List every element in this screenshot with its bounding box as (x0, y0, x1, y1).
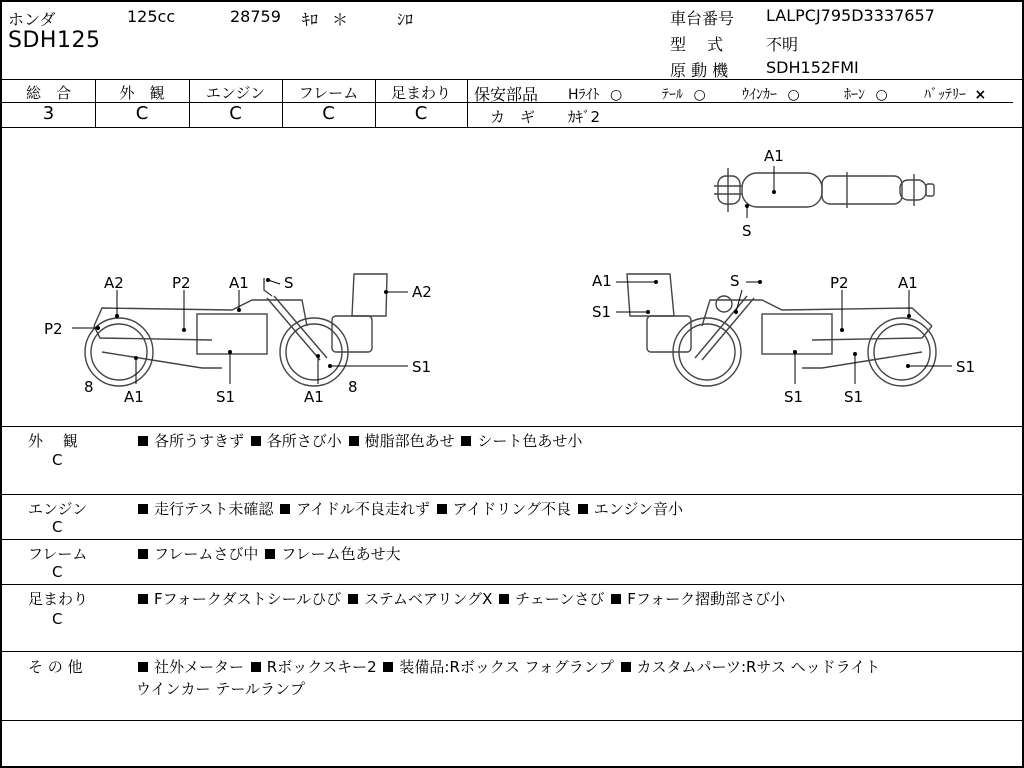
safety-taillight (662, 84, 706, 104)
comment-category: エンジン (28, 500, 88, 518)
mark-l-a1-bottom-2: A1 (304, 388, 324, 406)
engine-label: エンジン (205, 84, 266, 102)
safety-headlight (568, 84, 622, 104)
divider (2, 79, 1022, 80)
mark-l-8-left: 8 (84, 378, 94, 396)
mark-l-a2-box: A2 (412, 283, 432, 301)
comment-grade: C (52, 563, 63, 581)
safety-item-name: Hﾗｲﾄ (568, 87, 600, 103)
comment-items-line2: ウインカー テールランプ (136, 680, 306, 698)
frame-no-label: 車台番号 (670, 9, 735, 28)
type-label: 型 式 (670, 35, 724, 54)
mark-l-s1: S1 (216, 388, 236, 406)
model-name: SDH125 (8, 28, 101, 53)
safety-item-name: ﾎｰﾝ (844, 87, 865, 103)
mileage-unit: ｷﾛ (302, 10, 319, 29)
comment-row-frame (2, 540, 1022, 584)
mark-r-a1: A1 (898, 274, 918, 292)
safety-item-name: ｳｲﾝｶｰ (742, 87, 777, 103)
mark-l-8-right: 8 (348, 378, 358, 396)
suspension-label: 足まわり (390, 84, 451, 102)
comment-category: 外 観 (28, 432, 78, 450)
frame-grade: C (322, 103, 335, 124)
mark-top-s: S (742, 222, 752, 240)
comment-row-other (2, 652, 1022, 720)
comment-items: フレームさび中 フレーム色あせ大 (136, 543, 401, 564)
mark-r-s1-bottom-2: S1 (844, 388, 864, 406)
displacement: 125cc (127, 7, 176, 26)
engine-grade: C (229, 103, 242, 124)
mark-r-s1-box: S1 (592, 303, 612, 321)
comment-category: そ の 他 (28, 658, 83, 676)
comment-row-exterior (2, 427, 1022, 494)
frame-no: LALPCJ795D3337657 (766, 6, 935, 25)
comment-items: Fフォークダストシールひび ステムベアリングX チェーンさび Fフォーク摺動部さび小 (136, 588, 785, 609)
mark-l-a2: A2 (104, 274, 124, 292)
safety-winker (742, 84, 800, 104)
comment-items: 各所うすきず 各所さび小 樹脂部色あせ シート色あせ小 (136, 430, 582, 451)
divider (467, 79, 468, 127)
color: ｼﾛ (397, 10, 414, 29)
comment-category: フレーム (28, 545, 88, 563)
mark-top-a1: A1 (764, 147, 784, 165)
comment-row-suspension (2, 585, 1022, 651)
exterior-grade: C (135, 103, 149, 124)
mark-r-s1-right: S1 (956, 358, 976, 376)
mark-r-s: S (730, 272, 740, 290)
exterior-label: 外 観 (119, 84, 165, 102)
right-side-bike (627, 274, 936, 386)
mark-l-s: S (284, 274, 294, 292)
comment-category: 足まわり (28, 590, 89, 608)
comment-grade: C (52, 451, 63, 469)
mileage: 28759 (230, 7, 281, 26)
left-side-pointers (72, 278, 408, 384)
suspension-grade: C (414, 103, 428, 124)
mileage-mark: ＊ (332, 10, 349, 29)
engine-label: 原 動 機 (670, 61, 729, 80)
mark-r-s1-bottom: S1 (784, 388, 804, 406)
safety-item-status: ○ (787, 87, 800, 103)
safety-item-name: ﾃｰﾙ (662, 87, 683, 103)
engine-value: SDH152FMI (766, 58, 859, 77)
safety-label: 保安部品 (474, 85, 539, 104)
overall-grade: 3 (42, 103, 55, 124)
comment-row-engine (2, 495, 1022, 539)
safety-horn (844, 84, 888, 104)
safety-item-status: × (974, 87, 987, 103)
comment-grade: C (52, 518, 63, 536)
mark-r-a1-box: A1 (592, 272, 612, 290)
comment-items: 社外メーター Rボックスキー2 装備品:Rボックス フォグランプ カスタムパーツ:Rサス ヘッドライト (136, 656, 880, 677)
damage-diagram (2, 128, 1022, 426)
divider (2, 720, 1022, 721)
comment-grade: C (52, 610, 63, 628)
safety-item-name: ﾊﾞｯﾃﾘｰ (924, 87, 966, 103)
key-label: カ ギ (490, 108, 536, 126)
safety-item-status: ○ (609, 87, 623, 103)
overall-label: 総 合 (25, 84, 71, 102)
maker: ホンダ (8, 10, 56, 29)
frame-label: フレーム (298, 84, 359, 102)
mark-l-a1-bottom: A1 (124, 388, 144, 406)
mark-l-p2: P2 (172, 274, 191, 292)
safety-item-status: ○ (875, 87, 888, 103)
right-side-pointers (616, 280, 952, 384)
safety-battery (924, 84, 986, 104)
safety-item-status: ○ (693, 87, 706, 103)
mark-l-p2-left: P2 (44, 320, 63, 338)
type-value: 不明 (766, 35, 799, 54)
key-value: ｶｷﾞ2 (568, 108, 601, 126)
mark-l-s1-right: S1 (412, 358, 432, 376)
mark-l-a1: A1 (229, 274, 249, 292)
comment-items: 走行テスト未確認 アイドル不良走れず アイドリング不良 エンジン音小 (136, 498, 683, 519)
mark-r-p2: P2 (830, 274, 849, 292)
